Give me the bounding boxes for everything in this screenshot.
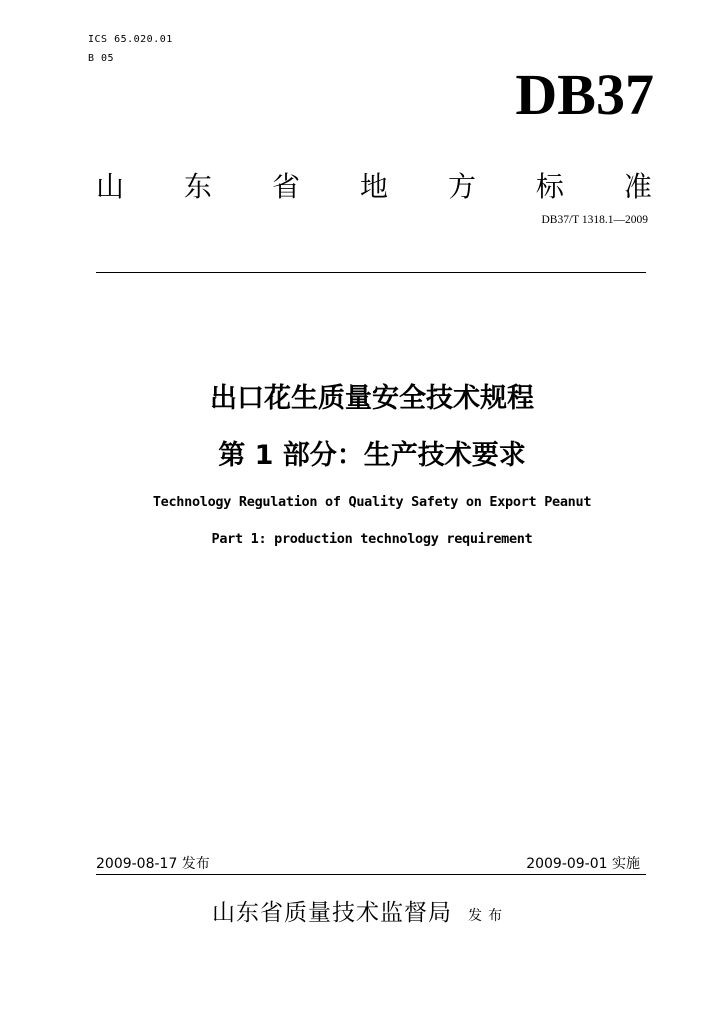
standard-type-char: 省 (271, 170, 300, 203)
standard-type-char: 标 (535, 170, 564, 203)
ics-code: ICS 65.020.01 (88, 34, 173, 45)
document-subtitle-en: Part 1: production technology requirement (211, 531, 533, 547)
standard-number: DB37/T 1318.1—2009 (541, 214, 648, 226)
document-subtitle-cn: 第 1 部分：生产技术要求 (218, 440, 526, 471)
standard-type-char: 山 (96, 170, 125, 203)
issuer-action: 发布 (468, 908, 508, 924)
standard-type (96, 170, 652, 204)
ccs-code: B 05 (88, 53, 115, 64)
bottom-divider (96, 874, 646, 875)
issuer-block (212, 894, 508, 927)
document-title-cn: 出口花生质量安全技术规程 (210, 383, 534, 414)
issue-date: 2009-08-17 发布 (96, 856, 210, 872)
standard-type-char: 地 (359, 170, 388, 203)
standard-type-char: 东 (183, 170, 212, 203)
issuer-name: 山东省质量技术监督局 (212, 900, 452, 926)
standard-logo: DB37 (515, 62, 654, 127)
document-title-en: Technology Regulation of Quality Safety on Export Peanut (152, 494, 592, 510)
standard-type-char: 方 (447, 170, 476, 203)
top-divider (96, 272, 646, 273)
standard-type-char: 准 (623, 170, 652, 203)
implementation-date: 2009-09-01 实施 (526, 856, 640, 872)
